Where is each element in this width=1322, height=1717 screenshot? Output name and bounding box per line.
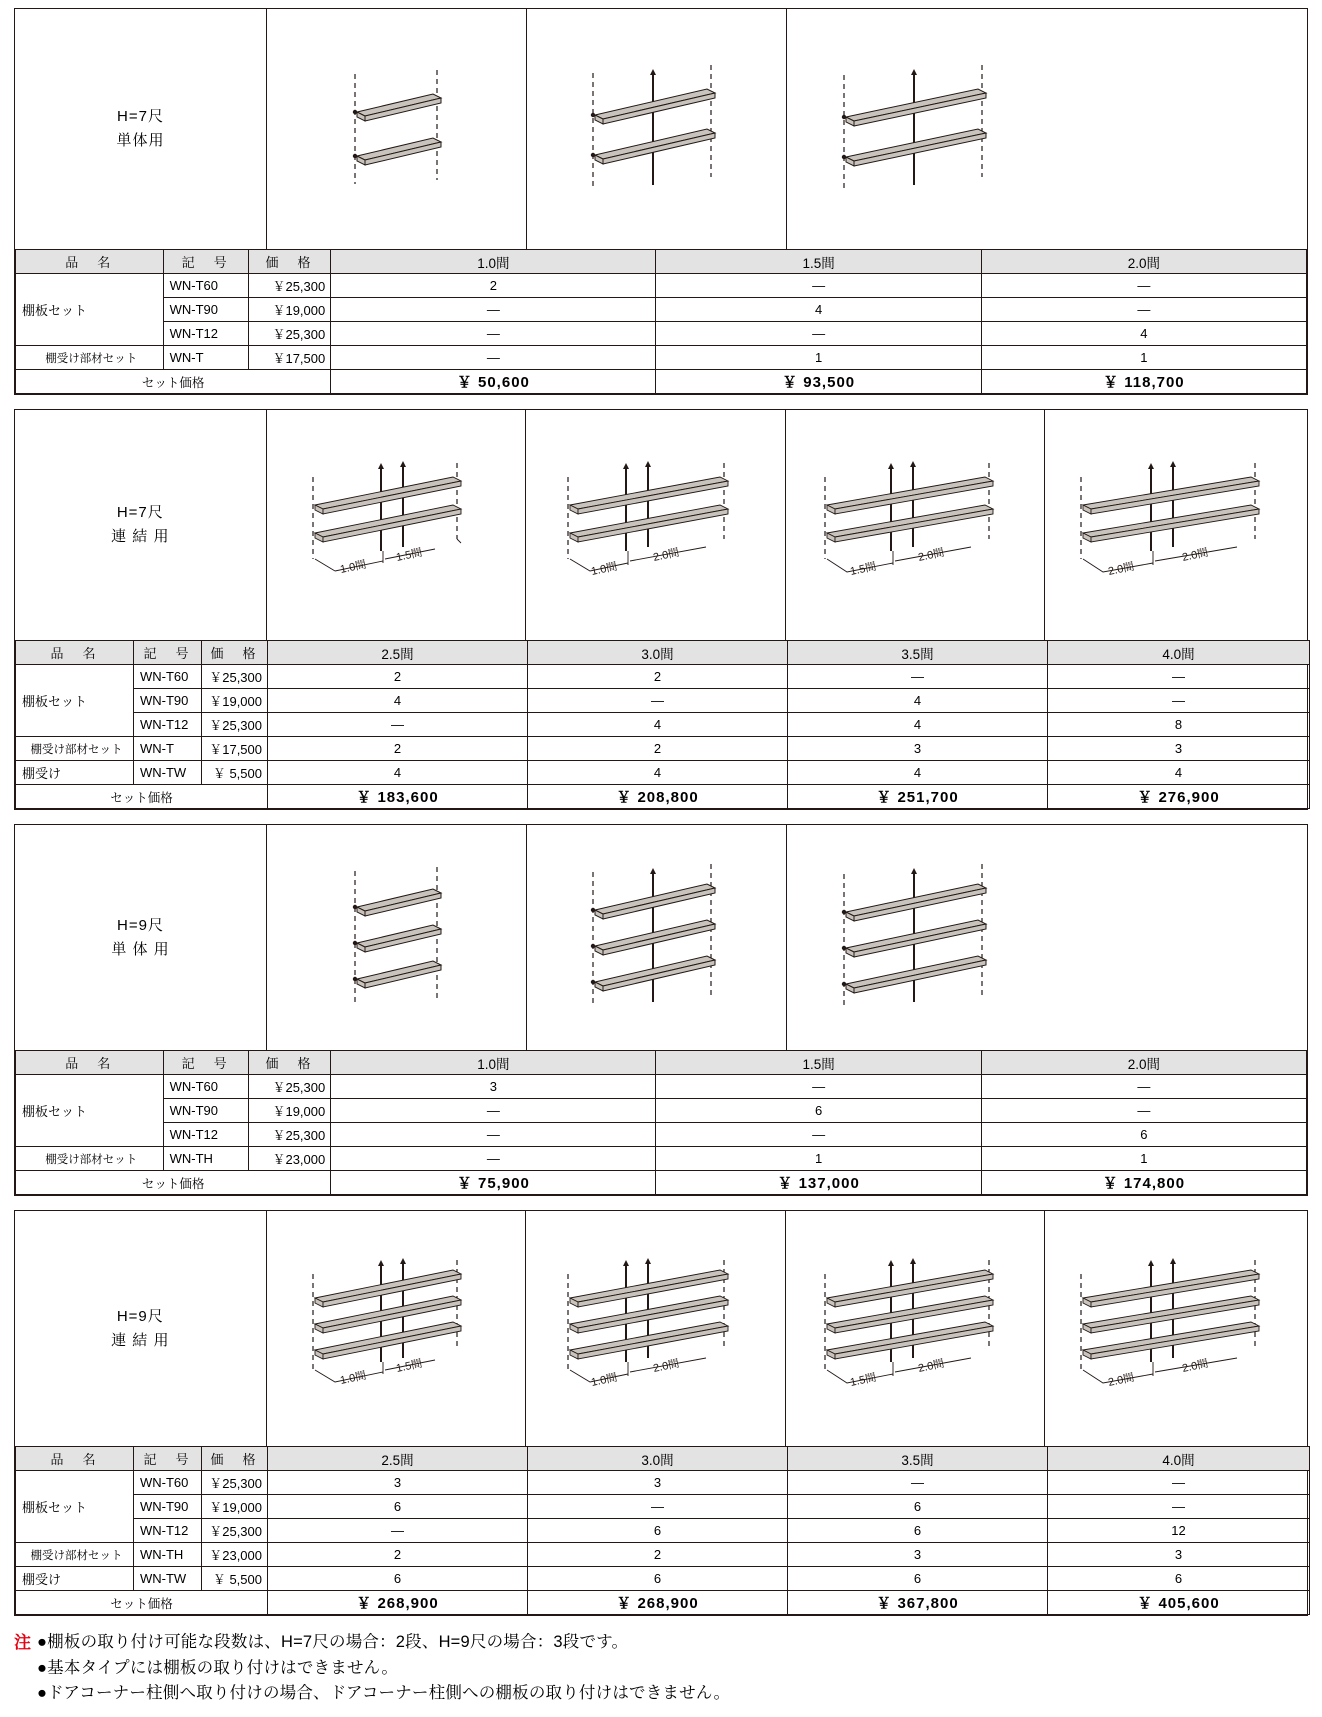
row-value: 1 <box>656 346 981 370</box>
total-value: ￥ 367,800 <box>788 1591 1048 1615</box>
total-value: ￥ 208,800 <box>528 785 788 809</box>
table-row <box>16 761 1310 785</box>
row-value: — <box>788 665 1048 689</box>
row-code: WN-T12 <box>163 322 248 346</box>
row-value: 6 <box>981 1123 1306 1147</box>
diagram-row <box>15 825 1307 1050</box>
shelf-diagram-icon <box>337 64 457 194</box>
row-value: 6 <box>788 1567 1048 1591</box>
header-name: 品 名 <box>16 641 134 665</box>
header-price: 価 格 <box>202 641 268 665</box>
table-header-row <box>16 1051 1307 1075</box>
row-code: WN-T12 <box>134 1519 202 1543</box>
row-value: 3 <box>1048 1543 1310 1567</box>
shelf-diagram-icon <box>830 860 1005 1015</box>
row-value: 1 <box>981 346 1306 370</box>
row-value: 3 <box>1048 737 1310 761</box>
svg-text:1.5間: 1.5間 <box>848 560 877 578</box>
row-code: WN-T60 <box>134 665 202 689</box>
diagram-row <box>15 410 1307 640</box>
row-value: — <box>656 274 981 298</box>
row-price: ￥17,500 <box>248 346 331 370</box>
row-price: ￥23,000 <box>248 1147 331 1171</box>
row-value: 6 <box>528 1519 788 1543</box>
row-code: WN-T12 <box>163 1123 248 1147</box>
header-price: 価 格 <box>248 250 331 274</box>
row-value: 6 <box>656 1099 981 1123</box>
shelf-diagram-icon <box>301 455 491 595</box>
row-value: — <box>528 689 788 713</box>
diagram-cell-2-3 <box>1045 410 1307 640</box>
total-label: セット価格 <box>16 785 268 809</box>
svg-text:2.0間: 2.0間 <box>916 546 945 564</box>
row-name: 棚受け部材セット <box>16 1147 164 1171</box>
header-size-3: 4.0間 <box>1048 1447 1310 1471</box>
row-value: — <box>331 298 656 322</box>
row-value: — <box>528 1495 788 1519</box>
diagram-cell-4-2 <box>786 1211 1046 1446</box>
row-value: 6 <box>268 1567 528 1591</box>
total-label: セット価格 <box>16 1171 331 1195</box>
block-label-line1: H=9尺 <box>116 1307 164 1325</box>
table-total-row <box>16 785 1310 809</box>
svg-text:1.5間: 1.5間 <box>848 1371 877 1389</box>
row-code: WN-TW <box>134 1567 202 1591</box>
row-value: 4 <box>788 689 1048 713</box>
shelf-diagram-icon <box>813 1254 1018 1404</box>
row-price: ￥25,300 <box>248 1123 331 1147</box>
diagram-cell-1-0 <box>267 9 527 249</box>
diagram-cell-3-2 <box>787 825 1047 1050</box>
spec-table-h7-tantai <box>15 249 1307 394</box>
header-size-2: 3.5間 <box>788 1447 1048 1471</box>
header-price: 価 格 <box>202 1447 268 1471</box>
header-code: 記 号 <box>163 1051 248 1075</box>
row-code: WN-TH <box>134 1543 202 1567</box>
block-h9-tantai <box>14 824 1308 1196</box>
block-h7-renketsu <box>14 409 1308 810</box>
row-name: 棚受け <box>16 1567 134 1591</box>
shelf-diagram-icon <box>337 863 457 1013</box>
shelf-diagram-icon <box>1069 455 1284 595</box>
row-value: 1 <box>981 1147 1306 1171</box>
header-size-0: 1.0間 <box>331 250 656 274</box>
total-value: ￥ 276,900 <box>1048 785 1310 809</box>
row-value: — <box>1048 665 1310 689</box>
header-size-1: 1.5間 <box>656 250 981 274</box>
notes-section <box>14 1630 1308 1707</box>
table-row <box>16 1567 1310 1591</box>
diagram-cell-4-3 <box>1045 1211 1307 1446</box>
svg-text:1.0間: 1.0間 <box>339 1369 368 1387</box>
row-value: — <box>981 298 1306 322</box>
row-value: 4 <box>656 298 981 322</box>
diagram-cell-4-1 <box>526 1211 786 1446</box>
row-code: WN-T60 <box>163 274 248 298</box>
block-label <box>15 825 267 1050</box>
row-price: ￥ 5,500 <box>202 761 268 785</box>
row-price: ￥25,300 <box>202 665 268 689</box>
header-price: 価 格 <box>248 1051 331 1075</box>
spec-table-h9-renketsu <box>15 1446 1310 1615</box>
row-price: ￥19,000 <box>202 1495 268 1519</box>
table-row <box>16 322 1307 346</box>
row-price: ￥25,300 <box>202 1471 268 1495</box>
svg-text:2.0間: 2.0間 <box>651 1357 680 1375</box>
total-value: ￥ 50,600 <box>331 370 656 394</box>
spec-table-h9-tantai <box>15 1050 1307 1195</box>
row-value: 2 <box>528 737 788 761</box>
row-price: ￥25,300 <box>202 713 268 737</box>
row-value: — <box>981 1075 1306 1099</box>
row-value: — <box>1048 1495 1310 1519</box>
row-value: — <box>331 1099 656 1123</box>
table-header-row <box>16 641 1310 665</box>
shelf-diagram-icon <box>813 455 1018 595</box>
row-value: 6 <box>268 1495 528 1519</box>
total-value: ￥ 183,600 <box>268 785 528 809</box>
row-value: — <box>331 1123 656 1147</box>
svg-text:2.0間: 2.0間 <box>1106 560 1136 578</box>
header-size-2: 2.0間 <box>981 250 1306 274</box>
total-value: ￥ 405,600 <box>1048 1591 1310 1615</box>
svg-text:1.0間: 1.0間 <box>589 1371 618 1389</box>
block-h7-tantai <box>14 8 1308 395</box>
row-code: WN-TW <box>134 761 202 785</box>
row-value: — <box>788 1471 1048 1495</box>
table-row <box>16 689 1310 713</box>
note-line-3: ●ドアコーナー柱側へ取り付けの場合、ドアコーナー柱側への棚板の取り付けはできません。 <box>37 1684 731 1703</box>
spec-table-h7-renketsu <box>15 640 1310 809</box>
table-row <box>16 1123 1307 1147</box>
row-name: 棚板セット <box>16 274 164 346</box>
table-row <box>16 346 1307 370</box>
table-total-row <box>16 370 1307 394</box>
row-value: 4 <box>788 761 1048 785</box>
notes-lines <box>37 1630 730 1707</box>
row-price: ￥19,000 <box>248 298 331 322</box>
shelf-diagram-icon <box>301 1254 491 1404</box>
diagram-cell-1-2 <box>787 9 1047 249</box>
diagram-cell-2-2 <box>786 410 1046 640</box>
table-total-row <box>16 1591 1310 1615</box>
row-code: WN-T90 <box>134 1495 202 1519</box>
row-name: 棚受け部材セット <box>16 1543 134 1567</box>
notes-marker: 注 <box>14 1633 31 1652</box>
total-value: ￥ 268,900 <box>268 1591 528 1615</box>
header-size-3: 4.0間 <box>1048 641 1310 665</box>
row-value: 6 <box>528 1567 788 1591</box>
row-value: — <box>981 1099 1306 1123</box>
table-total-row <box>16 1171 1307 1195</box>
block-label <box>15 9 267 249</box>
svg-text:1.0間: 1.0間 <box>339 558 368 576</box>
row-value: 2 <box>268 1543 528 1567</box>
diagram-cell-2-1 <box>526 410 786 640</box>
header-size-2: 2.0間 <box>981 1051 1306 1075</box>
row-value: 3 <box>331 1075 656 1099</box>
row-value: 3 <box>268 1471 528 1495</box>
block-label-line1: H=7尺 <box>116 504 164 521</box>
total-value: ￥ 137,000 <box>656 1171 981 1195</box>
diagram-row <box>15 1211 1307 1446</box>
svg-text:2.0間: 2.0間 <box>1106 1371 1136 1389</box>
row-price: ￥19,000 <box>248 1099 331 1123</box>
row-value: 2 <box>268 737 528 761</box>
row-value: — <box>331 322 656 346</box>
row-value: — <box>656 1075 981 1099</box>
block-label <box>15 1211 267 1446</box>
total-value: ￥ 174,800 <box>981 1171 1306 1195</box>
total-value: ￥ 75,900 <box>331 1171 656 1195</box>
table-row <box>16 1543 1310 1567</box>
row-value: — <box>268 1519 528 1543</box>
row-price: ￥25,300 <box>202 1519 268 1543</box>
row-value: 2 <box>528 1543 788 1567</box>
diagram-cell-2-0 <box>267 410 527 640</box>
header-size-1: 3.0間 <box>528 1447 788 1471</box>
total-value: ￥ 118,700 <box>981 370 1306 394</box>
header-name: 品 名 <box>16 1447 134 1471</box>
svg-text:2.0間: 2.0間 <box>1180 1357 1210 1375</box>
row-name: 棚受け部材セット <box>16 737 134 761</box>
diagram-cell-3-0 <box>267 825 527 1050</box>
row-value: 2 <box>528 665 788 689</box>
row-name: 棚受け <box>16 761 134 785</box>
table-row <box>16 713 1310 737</box>
row-value: 8 <box>1048 713 1310 737</box>
svg-text:1.5間: 1.5間 <box>395 546 424 564</box>
row-value: — <box>656 1123 981 1147</box>
row-value: 3 <box>528 1471 788 1495</box>
row-value: — <box>1048 1471 1310 1495</box>
row-code: WN-T12 <box>134 713 202 737</box>
row-price: ￥25,300 <box>248 322 331 346</box>
total-label: セット価格 <box>16 1591 268 1615</box>
row-value: 4 <box>1048 761 1310 785</box>
table-row <box>16 1075 1307 1099</box>
row-code: WN-T60 <box>163 1075 248 1099</box>
row-value: 4 <box>981 322 1306 346</box>
total-value: ￥ 93,500 <box>656 370 981 394</box>
block-label-line2: 単 体 用 <box>111 940 170 958</box>
row-name: 棚板セット <box>16 665 134 737</box>
row-price: ￥19,000 <box>202 689 268 713</box>
row-name: 棚板セット <box>16 1075 164 1147</box>
row-price: ￥ 5,500 <box>202 1567 268 1591</box>
table-row <box>16 1147 1307 1171</box>
shelf-diagram-icon <box>579 59 734 199</box>
total-value: ￥ 251,700 <box>788 785 1048 809</box>
header-code: 記 号 <box>134 641 202 665</box>
table-row <box>16 274 1307 298</box>
diagram-row <box>15 9 1307 249</box>
row-value: 6 <box>1048 1567 1310 1591</box>
row-code: WN-T90 <box>134 689 202 713</box>
table-row <box>16 665 1310 689</box>
header-size-2: 3.5間 <box>788 641 1048 665</box>
svg-text:1.0間: 1.0間 <box>589 560 618 578</box>
row-code: WN-T90 <box>163 298 248 322</box>
row-value: 4 <box>788 713 1048 737</box>
note-line-2: ●基本タイプには棚板の取り付けはできません。 <box>37 1658 399 1677</box>
block-h9-renketsu <box>14 1210 1308 1616</box>
row-value: 2 <box>268 665 528 689</box>
row-value: — <box>268 713 528 737</box>
row-name: 棚板セット <box>16 1471 134 1543</box>
header-name: 品 名 <box>16 250 164 274</box>
header-code: 記 号 <box>134 1447 202 1471</box>
diagram-cell-1-1 <box>527 9 787 249</box>
shelf-diagram-icon <box>556 455 756 595</box>
shelf-diagram-icon <box>830 59 1005 199</box>
block-label-line2: 連 結 用 <box>111 1331 170 1349</box>
row-value: 3 <box>788 1543 1048 1567</box>
row-price: ￥25,300 <box>248 1075 331 1099</box>
table-header-row <box>16 250 1307 274</box>
total-value: ￥ 268,900 <box>528 1591 788 1615</box>
block-label <box>15 410 267 640</box>
block-label-line2: 連 結 用 <box>111 528 170 545</box>
table-row <box>16 298 1307 322</box>
table-header-row <box>16 1447 1310 1471</box>
svg-text:2.0間: 2.0間 <box>651 546 680 564</box>
row-value: — <box>1048 689 1310 713</box>
block-label-line1: H=9尺 <box>117 916 164 934</box>
row-value: 6 <box>788 1519 1048 1543</box>
shelf-diagram-icon <box>579 860 734 1015</box>
row-value: — <box>331 346 656 370</box>
row-price: ￥23,000 <box>202 1543 268 1567</box>
shelf-diagram-icon <box>556 1254 756 1404</box>
total-label: セット価格 <box>16 370 331 394</box>
note-line-1: ●棚板の取り付け可能な段数は、H=7尺の場合：2段、H=9尺の場合：3段です。 <box>37 1633 629 1651</box>
row-value: 4 <box>268 761 528 785</box>
row-value: 2 <box>331 274 656 298</box>
table-row <box>16 1099 1307 1123</box>
diagram-cell-4-0 <box>267 1211 527 1446</box>
table-row <box>16 1519 1310 1543</box>
header-size-1: 1.5間 <box>656 1051 981 1075</box>
svg-text:1.5間: 1.5間 <box>395 1357 424 1375</box>
table-row <box>16 1495 1310 1519</box>
row-value: 4 <box>528 713 788 737</box>
shelf-diagram-icon <box>1069 1254 1284 1404</box>
row-code: WN-T90 <box>163 1099 248 1123</box>
header-name: 品 名 <box>16 1051 164 1075</box>
row-code: WN-T <box>134 737 202 761</box>
row-value: — <box>656 322 981 346</box>
row-code: WN-T <box>163 346 248 370</box>
table-row <box>16 1471 1310 1495</box>
row-price: ￥25,300 <box>248 274 331 298</box>
row-value: 3 <box>788 737 1048 761</box>
header-size-0: 1.0間 <box>331 1051 656 1075</box>
row-value: 4 <box>528 761 788 785</box>
header-code: 記 号 <box>163 250 248 274</box>
row-value: — <box>981 274 1306 298</box>
header-size-0: 2.5間 <box>268 1447 528 1471</box>
header-size-1: 3.0間 <box>528 641 788 665</box>
block-label-line1: H=7尺 <box>117 108 164 125</box>
row-value: 1 <box>656 1147 981 1171</box>
header-size-0: 2.5間 <box>268 641 528 665</box>
row-value: 6 <box>788 1495 1048 1519</box>
row-value: — <box>331 1147 656 1171</box>
row-name: 棚受け部材セット <box>16 346 164 370</box>
diagram-cell-3-1 <box>527 825 787 1050</box>
table-row <box>16 737 1310 761</box>
row-value: 4 <box>268 689 528 713</box>
block-label-line2: 単体用 <box>116 132 165 149</box>
row-code: WN-TH <box>163 1147 248 1171</box>
row-value: 12 <box>1048 1519 1310 1543</box>
row-code: WN-T60 <box>134 1471 202 1495</box>
svg-text:2.0間: 2.0間 <box>1180 546 1210 564</box>
svg-text:2.0間: 2.0間 <box>916 1357 945 1375</box>
row-price: ￥17,500 <box>202 737 268 761</box>
